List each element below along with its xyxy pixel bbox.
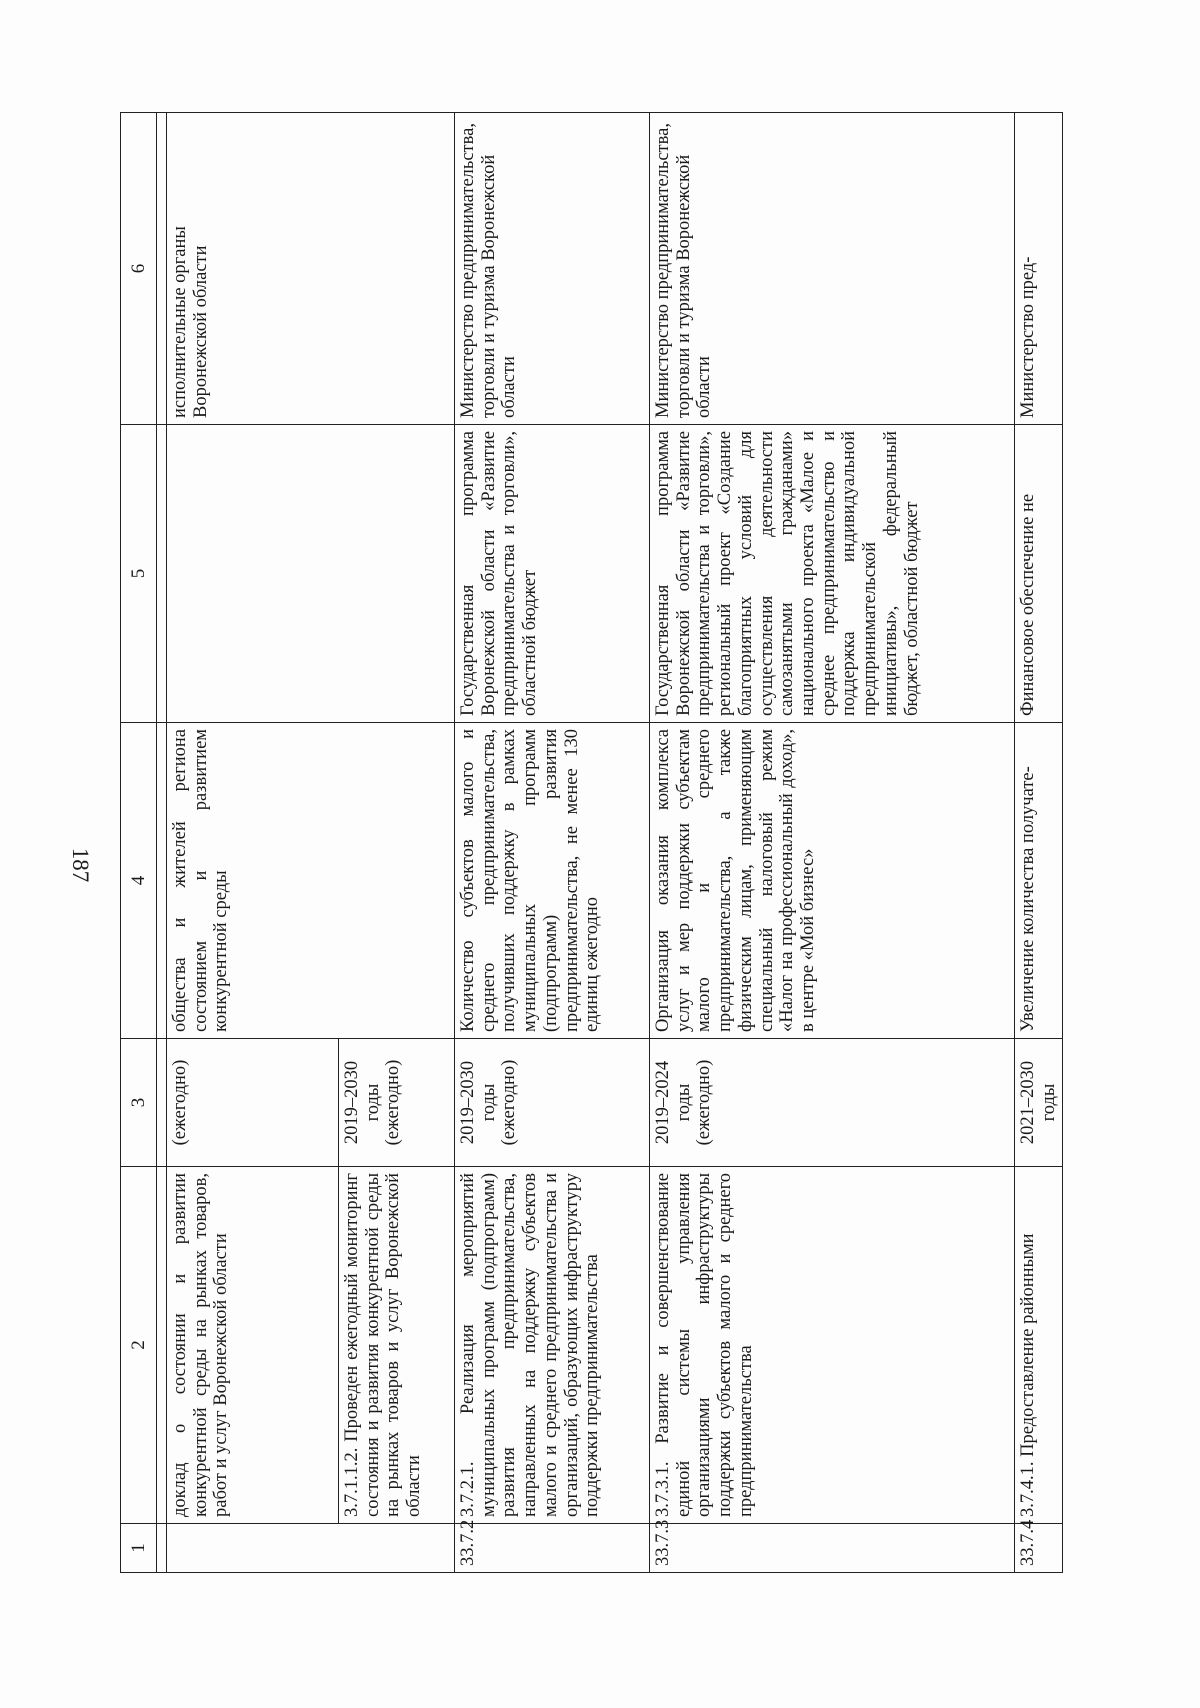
row-number-cell (167, 1524, 455, 1573)
table-row (650, 113, 1015, 1573)
indicator-cell: Количество субъектов малого и среднего предпринимательства, получивших поддержку в рамках муниципальных программ (подпрограмм) развития предпринимательства, не менее 130 единиц ежегодно (455, 723, 650, 1039)
funding-cell: Государственная программа Воронежской области «Развитие предпринимательства и торговли», региональный проект «Создание благоприятных условий для осуществления деятельности самозанятыми гражданами» национального проекта «Малое и среднее предпринимательство и поддержка индивидуальной предпринимательской инициативы», федеральный бюджет, областной бюджет (650, 425, 1015, 723)
header-cell-4: 4 (121, 723, 157, 1039)
funding-cell: Государственная программа Воронежской области «Развитие предпринимательства и торговли», областной бюджет (455, 425, 650, 723)
row-number-cell: 33.7.3 (650, 1524, 1015, 1573)
period-cell: 2019–2030 годы (ежегодно) (455, 1039, 650, 1167)
header-cell-5: 5 (121, 425, 157, 723)
row-number-cell: 33.7.2 (455, 1524, 650, 1573)
period-cell: 2019–2030 годы (ежегодно) (339, 1039, 455, 1167)
table-row (167, 113, 339, 1573)
table-row (1015, 113, 1063, 1573)
header-cell-2: 2 (121, 1167, 157, 1524)
measure-cell: 3.7.1.1.2. Проведен ежегодный мониторинг состояния и развития конкурентной среды на рынках товаров и услуг Воронежской области (339, 1167, 455, 1524)
table-header-row (121, 113, 157, 1573)
measures-table (120, 112, 1063, 1573)
measure-cell: 3.7.2.1. Реализация мероприятий муниципальных программ (подпрограмм) развития предпринимательства, направленных на поддержку субъектов малого и среднего предпринимательства и организаций, образующих инфраструктуру поддержки предпринимательства (455, 1167, 650, 1524)
header-cell-1: 1 (121, 1524, 157, 1573)
indicator-cell: общества и жителей региона состоянием и развитием конкурентной среды (167, 723, 455, 1039)
header-gap-row (157, 113, 167, 1573)
header-cell-3: 3 (121, 1039, 157, 1167)
header-cell-6: 6 (121, 113, 157, 425)
responsible-cell: Министерство пред- (1015, 113, 1063, 425)
indicator-cell: Увеличение количества получате- (1015, 723, 1063, 1039)
measure-cell: 3.7.3.1. Развитие и совершенствование единой системы управления организациями инфраструктуры поддержки субъектов малого и среднего предпринимательства (650, 1167, 1015, 1524)
measure-cell: доклад о состоянии и развитии конкурентной среды на рынках товаров, работ и услуг Воронежской области (167, 1167, 339, 1524)
table-row (455, 113, 650, 1573)
responsible-cell: Министерство предпринимательства, торговли и туризма Воронежской области (650, 113, 1015, 425)
responsible-cell: исполнительные органы Воронежской области (167, 113, 455, 425)
row-number-cell: 33.7.4 (1015, 1524, 1063, 1573)
funding-cell (167, 425, 455, 723)
table-frame (120, 113, 1065, 1573)
funding-cell: Финансовое обеспечение не (1015, 425, 1063, 723)
indicator-cell: Организация оказания комплекса услуг и мер поддержки субъектам малого и среднего предпринимательства, а также физическим лицам, применяющим специальный налоговый режим «Налог на профессиональный доход», в центре «Мой бизнес» (650, 723, 1015, 1039)
period-cell: 2021–2030 годы (1015, 1039, 1063, 1167)
period-cell: (ежегодно) (167, 1039, 339, 1167)
measure-cell: 3.7.4.1. Предоставление районными (1015, 1167, 1063, 1524)
period-cell: 2019–2024 годы (ежегодно) (650, 1039, 1015, 1167)
responsible-cell: Министерство предпринимательства, торговли и туризма Воронежской области (455, 113, 650, 425)
page-number: 187 (68, 847, 93, 883)
